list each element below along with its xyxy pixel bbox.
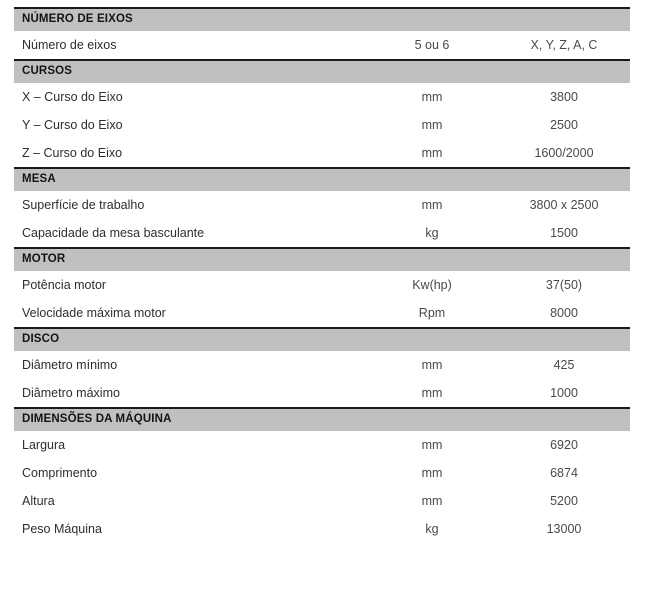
table-row bbox=[14, 515, 630, 543]
spec-section bbox=[14, 247, 630, 327]
spec-label: Y – Curso do Eixo bbox=[22, 118, 123, 132]
spec-unit: mm bbox=[421, 90, 443, 104]
spec-label: Altura bbox=[22, 494, 55, 508]
spec-unit: kg bbox=[425, 226, 439, 240]
spec-label: Diâmetro máximo bbox=[22, 386, 120, 400]
section-header bbox=[14, 327, 630, 351]
spec-value: 1000 bbox=[550, 386, 578, 400]
section-rows bbox=[14, 431, 630, 543]
spec-value: 6874 bbox=[550, 466, 578, 480]
section-rows bbox=[14, 271, 630, 327]
table-row bbox=[14, 299, 630, 327]
section-title: DISCO bbox=[22, 333, 60, 346]
spec-unit: mm bbox=[421, 466, 443, 480]
spec-unit: mm bbox=[421, 146, 443, 160]
section-header bbox=[14, 407, 630, 431]
spec-label: Peso Máquina bbox=[22, 522, 102, 536]
section-header bbox=[14, 247, 630, 271]
table-row bbox=[14, 31, 630, 59]
spec-label: Z – Curso do Eixo bbox=[22, 146, 123, 160]
table-row bbox=[14, 111, 630, 139]
spec-unit: mm bbox=[421, 438, 443, 452]
spec-label: Superfície de trabalho bbox=[22, 198, 145, 212]
spec-value: 1600/2000 bbox=[534, 146, 594, 160]
spec-value: X, Y, Z, A, C bbox=[530, 38, 598, 52]
table-row bbox=[14, 219, 630, 247]
section-title: DIMENSÕES DA MÁQUINA bbox=[22, 413, 172, 426]
spec-section bbox=[14, 59, 630, 167]
spec-label: Número de eixos bbox=[22, 38, 117, 52]
spec-value: 1500 bbox=[550, 226, 578, 240]
spec-value: 3800 bbox=[550, 90, 578, 104]
table-row bbox=[14, 431, 630, 459]
specification-table bbox=[14, 7, 630, 543]
spec-value: 3800 x 2500 bbox=[529, 198, 599, 212]
spec-unit: mm bbox=[421, 118, 443, 132]
section-header bbox=[14, 167, 630, 191]
spec-unit: Kw(hp) bbox=[412, 278, 452, 292]
spec-unit: mm bbox=[421, 198, 443, 212]
table-row bbox=[14, 487, 630, 515]
spec-section bbox=[14, 327, 630, 407]
section-header bbox=[14, 59, 630, 83]
spec-label: Diâmetro mínimo bbox=[22, 358, 118, 372]
spec-label: Velocidade máxima motor bbox=[22, 306, 166, 320]
spec-section bbox=[14, 7, 630, 59]
spec-value: 6920 bbox=[550, 438, 578, 452]
spec-value: 37(50) bbox=[545, 278, 583, 292]
spec-value: 13000 bbox=[546, 522, 582, 536]
table-row bbox=[14, 139, 630, 167]
table-row bbox=[14, 351, 630, 379]
section-title: MOTOR bbox=[22, 253, 66, 266]
spec-unit: Rpm bbox=[418, 306, 446, 320]
spec-value: 8000 bbox=[550, 306, 578, 320]
spec-label: Potência motor bbox=[22, 278, 107, 292]
section-rows bbox=[14, 31, 630, 59]
spec-label: Largura bbox=[22, 438, 66, 452]
section-rows bbox=[14, 191, 630, 247]
section-rows bbox=[14, 351, 630, 407]
spec-value: 5200 bbox=[550, 494, 578, 508]
table-row bbox=[14, 379, 630, 407]
table-row bbox=[14, 459, 630, 487]
spec-value: 2500 bbox=[550, 118, 578, 132]
spec-unit: mm bbox=[421, 386, 443, 400]
spec-label: Comprimento bbox=[22, 466, 98, 480]
spec-section bbox=[14, 167, 630, 247]
section-header bbox=[14, 7, 630, 31]
table-row bbox=[14, 271, 630, 299]
table-row bbox=[14, 83, 630, 111]
spec-section bbox=[14, 407, 630, 543]
spec-unit: mm bbox=[421, 494, 443, 508]
section-title: MESA bbox=[22, 173, 56, 186]
section-rows bbox=[14, 83, 630, 167]
spec-label: X – Curso do Eixo bbox=[22, 90, 123, 104]
spec-unit: mm bbox=[421, 358, 443, 372]
table-row bbox=[14, 191, 630, 219]
spec-unit: kg bbox=[425, 522, 439, 536]
section-title: CURSOS bbox=[22, 65, 73, 78]
spec-label: Capacidade da mesa basculante bbox=[22, 226, 205, 240]
spec-value: 425 bbox=[553, 358, 575, 372]
section-title: NÚMERO DE EIXOS bbox=[22, 13, 133, 26]
spec-unit: 5 ou 6 bbox=[414, 38, 450, 52]
